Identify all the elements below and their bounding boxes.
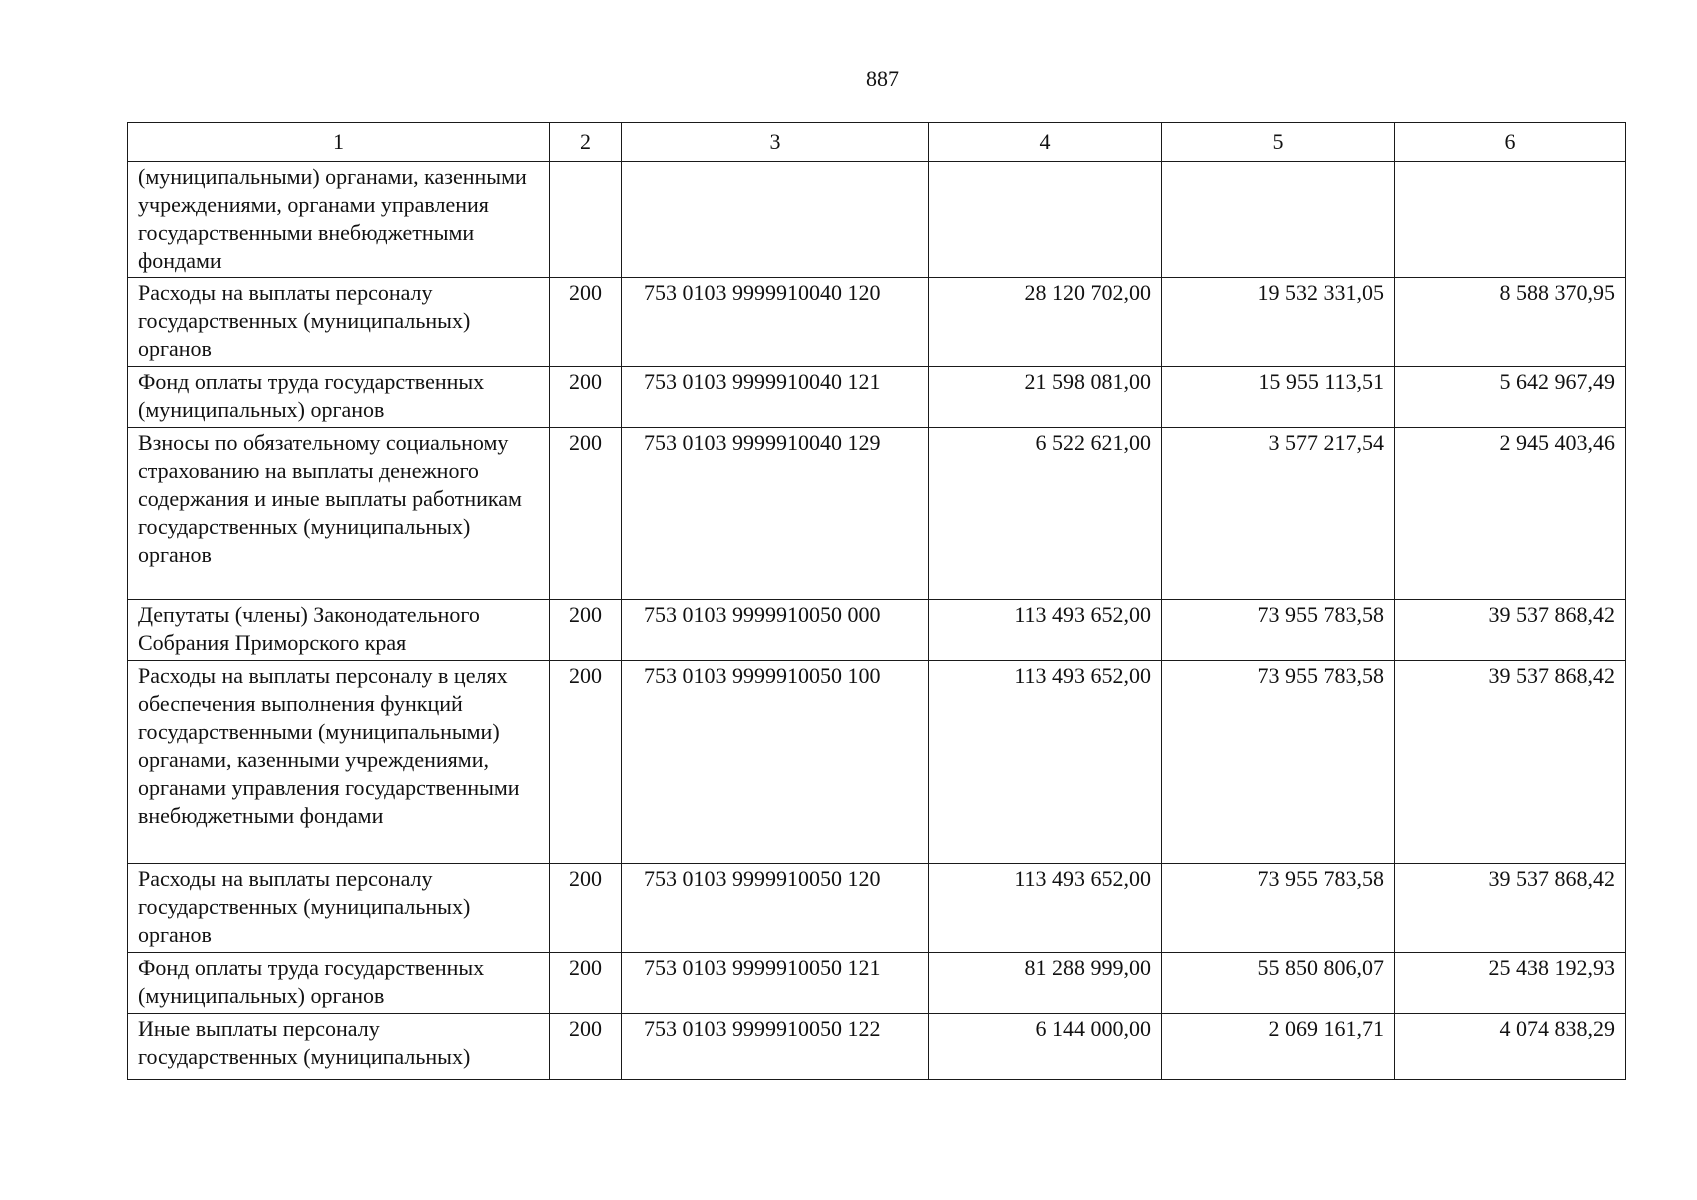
header-col-4: 4	[929, 123, 1162, 162]
row-col5-cell: 73 955 783,58	[1162, 600, 1395, 661]
row-col4-cell: 21 598 081,00	[929, 367, 1162, 428]
row-col6-cell: 25 438 192,93	[1395, 953, 1626, 1014]
table-body	[128, 162, 1626, 1080]
row-col6-cell: 4 074 838,29	[1395, 1014, 1626, 1080]
row-col6-cell: 8 588 370,95	[1395, 278, 1626, 367]
row-col4-cell: 81 288 999,00	[929, 953, 1162, 1014]
row-col6-cell	[1395, 162, 1626, 278]
row-col5-cell: 2 069 161,71	[1162, 1014, 1395, 1080]
row-name-cell: Иные выплаты персоналу государственных (муниципальных)	[128, 1014, 550, 1080]
row-col4-cell: 6 144 000,00	[929, 1014, 1162, 1080]
row-col4-cell: 113 493 652,00	[929, 600, 1162, 661]
row-name-cell: Расходы на выплаты персоналу государственных (муниципальных) органов	[128, 278, 550, 367]
row-name-cell: Фонд оплаты труда государственных (муниципальных) органов	[128, 953, 550, 1014]
row-col5-cell	[1162, 162, 1395, 278]
row-col2-cell: 200	[550, 1014, 622, 1080]
row-code-cell: 753 0103 9999910050 120	[622, 864, 929, 953]
row-code-cell: 753 0103 9999910040 120	[622, 278, 929, 367]
row-code-cell: 753 0103 9999910040 121	[622, 367, 929, 428]
header-row	[128, 123, 1626, 162]
table-row	[128, 162, 1626, 278]
header-col-6: 6	[1395, 123, 1626, 162]
row-col4-cell	[929, 162, 1162, 278]
row-col5-cell: 19 532 331,05	[1162, 278, 1395, 367]
row-code-cell	[622, 162, 929, 278]
row-col6-cell: 39 537 868,42	[1395, 600, 1626, 661]
row-col2-cell: 200	[550, 278, 622, 367]
page-number: 887	[866, 66, 899, 91]
table-row	[128, 428, 1626, 600]
header-col-2: 2	[550, 123, 622, 162]
header-col-3: 3	[622, 123, 929, 162]
row-col6-cell: 39 537 868,42	[1395, 864, 1626, 953]
table-row	[128, 661, 1626, 864]
row-code-cell: 753 0103 9999910050 122	[622, 1014, 929, 1080]
row-col2-cell: 200	[550, 661, 622, 864]
row-name-cell: Депутаты (члены) Законодательного Собрания Приморского края	[128, 600, 550, 661]
row-col5-cell: 73 955 783,58	[1162, 864, 1395, 953]
row-col2-cell: 200	[550, 953, 622, 1014]
row-code-cell: 753 0103 9999910050 000	[622, 600, 929, 661]
row-name-cell: Фонд оплаты труда государственных (муниципальных) органов	[128, 367, 550, 428]
row-name-cell: Расходы на выплаты персоналу государственных (муниципальных) органов	[128, 864, 550, 953]
row-name-cell: Расходы на выплаты персоналу в целях обеспечения выполнения функций государственными (муниципальными) органами, казенными учреждениями, органами управления государственными внебюджетными фондами	[128, 661, 550, 864]
row-col6-cell: 5 642 967,49	[1395, 367, 1626, 428]
row-col5-cell: 55 850 806,07	[1162, 953, 1395, 1014]
row-col6-cell: 2 945 403,46	[1395, 428, 1626, 600]
header-col-1: 1	[128, 123, 550, 162]
row-col5-cell: 3 577 217,54	[1162, 428, 1395, 600]
table-row	[128, 1014, 1626, 1080]
row-col2-cell: 200	[550, 367, 622, 428]
table-row	[128, 367, 1626, 428]
row-col4-cell: 113 493 652,00	[929, 864, 1162, 953]
table-header	[128, 123, 1626, 162]
budget-table	[127, 122, 1626, 1080]
table-row	[128, 864, 1626, 953]
row-name-cell: Взносы по обязательному социальному страхованию на выплаты денежного содержания и иные выплаты работникам государственных (муниципальных) органов	[128, 428, 550, 600]
table-row	[128, 600, 1626, 661]
row-col2-cell: 200	[550, 428, 622, 600]
row-col2-cell: 200	[550, 600, 622, 661]
row-col6-cell: 39 537 868,42	[1395, 661, 1626, 864]
table-row	[128, 953, 1626, 1014]
row-col4-cell: 28 120 702,00	[929, 278, 1162, 367]
row-col5-cell: 15 955 113,51	[1162, 367, 1395, 428]
row-code-cell: 753 0103 9999910050 121	[622, 953, 929, 1014]
row-col5-cell: 73 955 783,58	[1162, 661, 1395, 864]
row-col2-cell	[550, 162, 622, 278]
row-col4-cell: 113 493 652,00	[929, 661, 1162, 864]
header-col-5: 5	[1162, 123, 1395, 162]
row-name-cell: (муниципальными) органами, казенными учреждениями, органами управления государственными внебюджетными фондами	[128, 162, 550, 278]
row-code-cell: 753 0103 9999910040 129	[622, 428, 929, 600]
row-col4-cell: 6 522 621,00	[929, 428, 1162, 600]
row-code-cell: 753 0103 9999910050 100	[622, 661, 929, 864]
row-col2-cell: 200	[550, 864, 622, 953]
table-row	[128, 278, 1626, 367]
